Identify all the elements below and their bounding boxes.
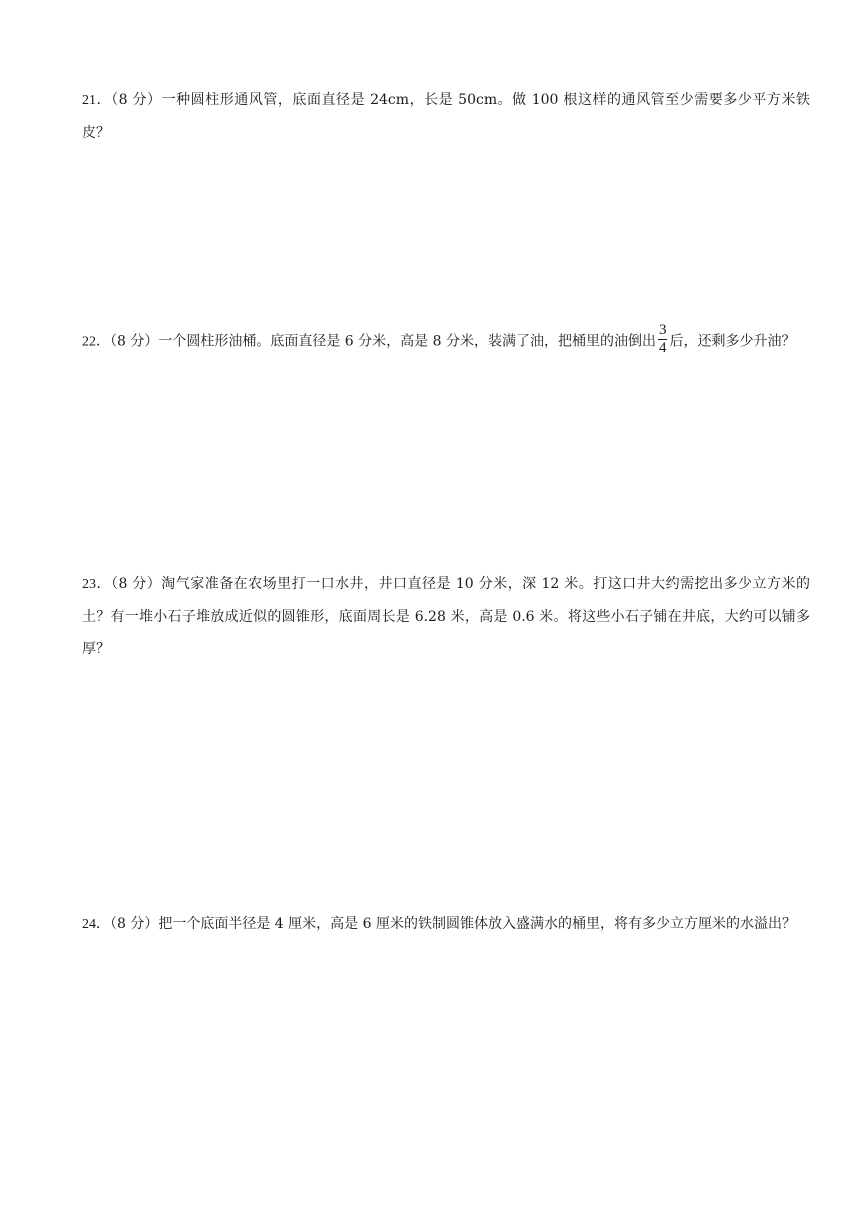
question-text-before: 一个圆柱形油桶。底面直径是 6 分米，高是 8 分米，装满了油，把桶里的油倒出 xyxy=(158,333,656,350)
question-number: 21． xyxy=(82,93,112,108)
question-21 xyxy=(82,84,810,149)
question-number: 23． xyxy=(82,577,111,592)
question-text: 淘气家准备在农场里打一口水井，井口直径是 10 分米，深 12 米。打这口井大约需挖出多少立方米的土？有一堆小石子堆放成近似的圆锥形，底面周长是 6.28 米，高是 0.6 米。将这些小石子铺在井底，大约可以铺多厚？ xyxy=(82,576,810,657)
question-23 xyxy=(82,568,810,665)
question-score: （8 分） xyxy=(111,92,162,108)
fraction-denominator: 4 xyxy=(658,340,667,356)
fraction-numerator: 3 xyxy=(658,322,667,338)
question-score: （8 分） xyxy=(110,333,159,350)
question-score: （8 分） xyxy=(110,576,162,592)
question-text-after: 后，还剩多少升油？ xyxy=(669,333,796,350)
question-22 xyxy=(82,324,810,359)
question-number: 24． xyxy=(82,917,110,932)
question-text: 把一个底面半径是 4 厘米，高是 6 厘米的铁制圆锥体放入盛满水的桶里，将有多少立方厘米的水溢出？ xyxy=(158,916,796,932)
question-score: （8 分） xyxy=(110,916,159,932)
question-number: 22． xyxy=(82,334,110,350)
question-24 xyxy=(82,908,810,941)
question-text: 一种圆柱形通风管，底面直径是 24cm，长是 50cm。做 100 根这样的通风管至少需要多少平方米铁皮？ xyxy=(82,92,811,141)
fraction xyxy=(658,322,668,357)
